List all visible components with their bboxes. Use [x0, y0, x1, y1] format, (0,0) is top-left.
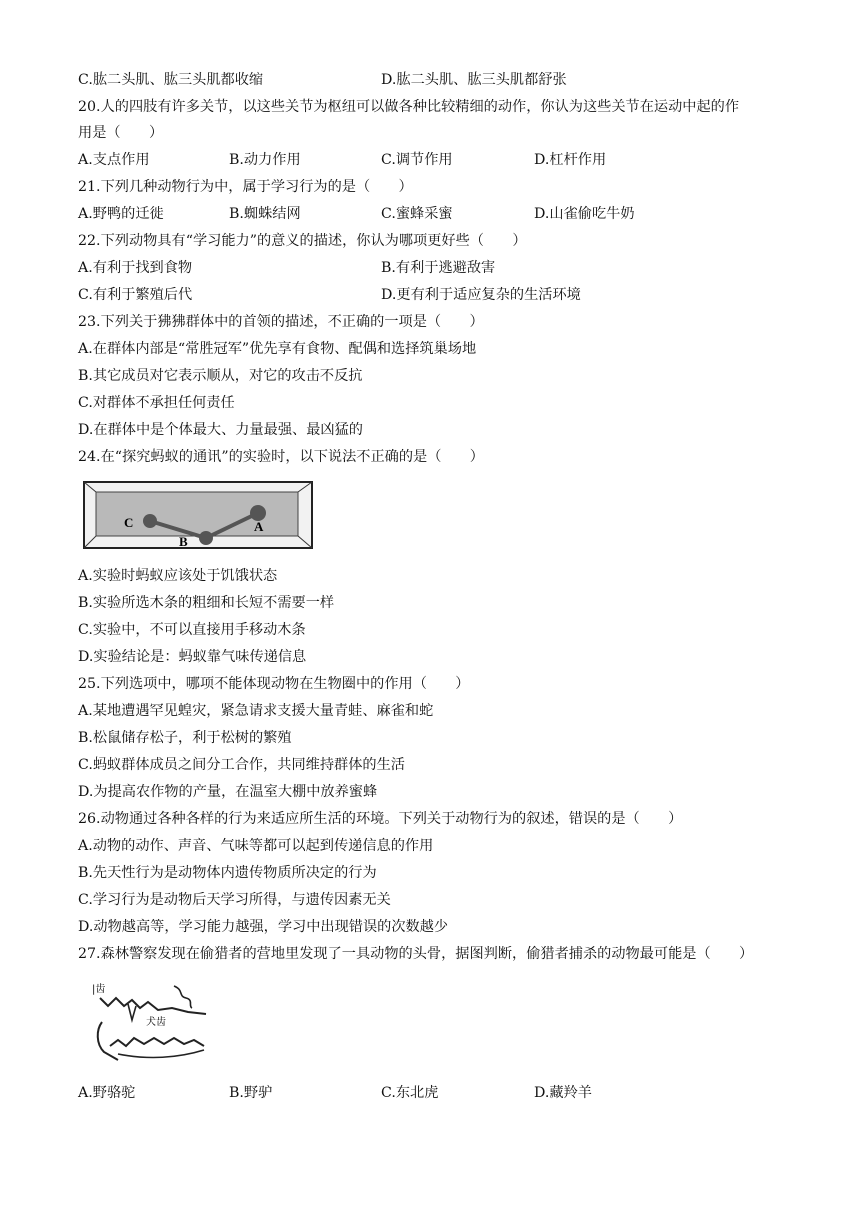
- q23-option-a: A.在群体内部是“常胜冠军”优先享有食物、配偶和选择筑巢场地: [78, 341, 477, 357]
- label-b: B: [179, 534, 188, 549]
- q24-option-d: D.实验结论是：蚂蚁靠气味传递信息: [78, 649, 307, 665]
- label-a: A: [254, 519, 264, 534]
- q23-option-c: C.对群体不承担任何责任: [78, 395, 235, 411]
- q27-stem: 27.森林警察发现在偷猎者的营地里发现了一具动物的头骨，据图判断，偷猎者捕杀的动物最可能是（ ）: [78, 946, 754, 962]
- q22-option-b: B.有利于逃避敌害: [381, 260, 496, 276]
- q20-stem-line2: 用是（ ）: [78, 125, 164, 141]
- q20-option-d: D.杠杆作用: [534, 152, 607, 168]
- q23-option-b: B.其它成员对它表示顺从，对它的攻击不反抗: [78, 368, 363, 384]
- q22-option-d: D.更有利于适应复杂的生活环境: [381, 287, 581, 303]
- q19-option-c: C.肱二头肌、肱三头肌都收缩: [78, 72, 264, 88]
- q25-option-b: B.松鼠储存松子，利于松树的繁殖: [78, 730, 292, 746]
- q20-stem-line1: 20.人的四肢有许多关节，以这些关节为枢纽可以做各种比较精细的动作，你认为这些关节在运动中起的作: [78, 99, 740, 115]
- q27-option-c: C.东北虎: [381, 1085, 439, 1101]
- label-c: C: [124, 515, 134, 530]
- skull-label-canine: 犬齿: [146, 1017, 166, 1028]
- point-b: [199, 531, 213, 545]
- q26-stem: 26.动物通过各种各样的行为来适应所生活的环境。下列关于动物行为的叙述，错误的是（ ）: [78, 811, 683, 827]
- q20-option-c: C.调节作用: [381, 152, 453, 168]
- q21-option-d: D.山雀偷吃牛奶: [534, 206, 635, 222]
- q22-option-a: A.有利于找到食物: [78, 260, 193, 276]
- q21-option-c: C.蜜蜂采蜜: [381, 206, 453, 222]
- q21-option-a: A.野鸭的迁徙: [78, 206, 164, 222]
- q25-option-c: C.蚂蚁群体成员之间分工合作，共同维持群体的生活: [78, 757, 405, 773]
- q27-option-d: D.藏羚羊: [534, 1085, 592, 1101]
- q26-option-b: B.先天性行为是动物体内遗传物质所决定的行为: [78, 865, 377, 881]
- q24-option-b: B.实验所选木条的粗细和长短不需要一样: [78, 595, 335, 611]
- lower-jaw: [110, 1038, 204, 1046]
- skull-label-teeth: |齿: [92, 984, 106, 995]
- canine-tooth: [128, 1004, 136, 1020]
- ant-experiment-figure: [82, 480, 316, 552]
- skull-figure: [88, 978, 218, 1070]
- q23-option-d: D.在群体中是个体最大、力量最强、最凶猛的: [78, 422, 363, 438]
- q23-stem: 23.下列关于狒狒群体中的首领的描述，不正确的一项是（ ）: [78, 314, 484, 330]
- q24-option-c: C.实验中，不可以直接用手移动木条: [78, 622, 306, 638]
- q22-option-c: C.有利于繁殖后代: [78, 287, 193, 303]
- q20-option-b: B.动力作用: [229, 152, 301, 168]
- q25-option-a: A.某地遭遇罕见蝗灾，紧急请求支援大量青蛙、麻雀和蛇: [78, 703, 434, 719]
- q24-option-a: A.实验时蚂蚁应该处于饥饿状态: [78, 568, 278, 584]
- q25-stem: 25.下列选项中，哪项不能体现动物在生物圈中的作用（ ）: [78, 676, 470, 692]
- q26-option-d: D.动物越高等，学习能力越强，学习中出现错误的次数越少: [78, 919, 449, 935]
- q22-stem: 22.下列动物具有“学习能力”的意义的描述，你认为哪项更好些（ ）: [78, 233, 527, 249]
- q19-option-d: D.肱二头肌、肱三头肌都舒张: [381, 72, 567, 88]
- q27-option-b: B.野驴: [229, 1085, 273, 1101]
- point-c: [143, 514, 157, 528]
- q26-option-c: C.学习行为是动物后天学习所得，与遗传因素无关: [78, 892, 391, 908]
- q21-option-b: B.蜘蛛结网: [229, 206, 301, 222]
- q26-option-a: A.动物的动作、声音、气味等都可以起到传递信息的作用: [78, 838, 434, 854]
- q20-option-a: A.支点作用: [78, 152, 150, 168]
- q25-option-d: D.为提高农作物的产量，在温室大棚中放养蜜蜂: [78, 784, 378, 800]
- q24-stem: 24.在“探究蚂蚁的通讯”的实验时，以下说法不正确的是（ ）: [78, 449, 484, 465]
- q21-stem: 21.下列几种动物行为中，属于学习行为的是（ ）: [78, 179, 413, 195]
- q27-option-a: A.野骆驼: [78, 1085, 136, 1101]
